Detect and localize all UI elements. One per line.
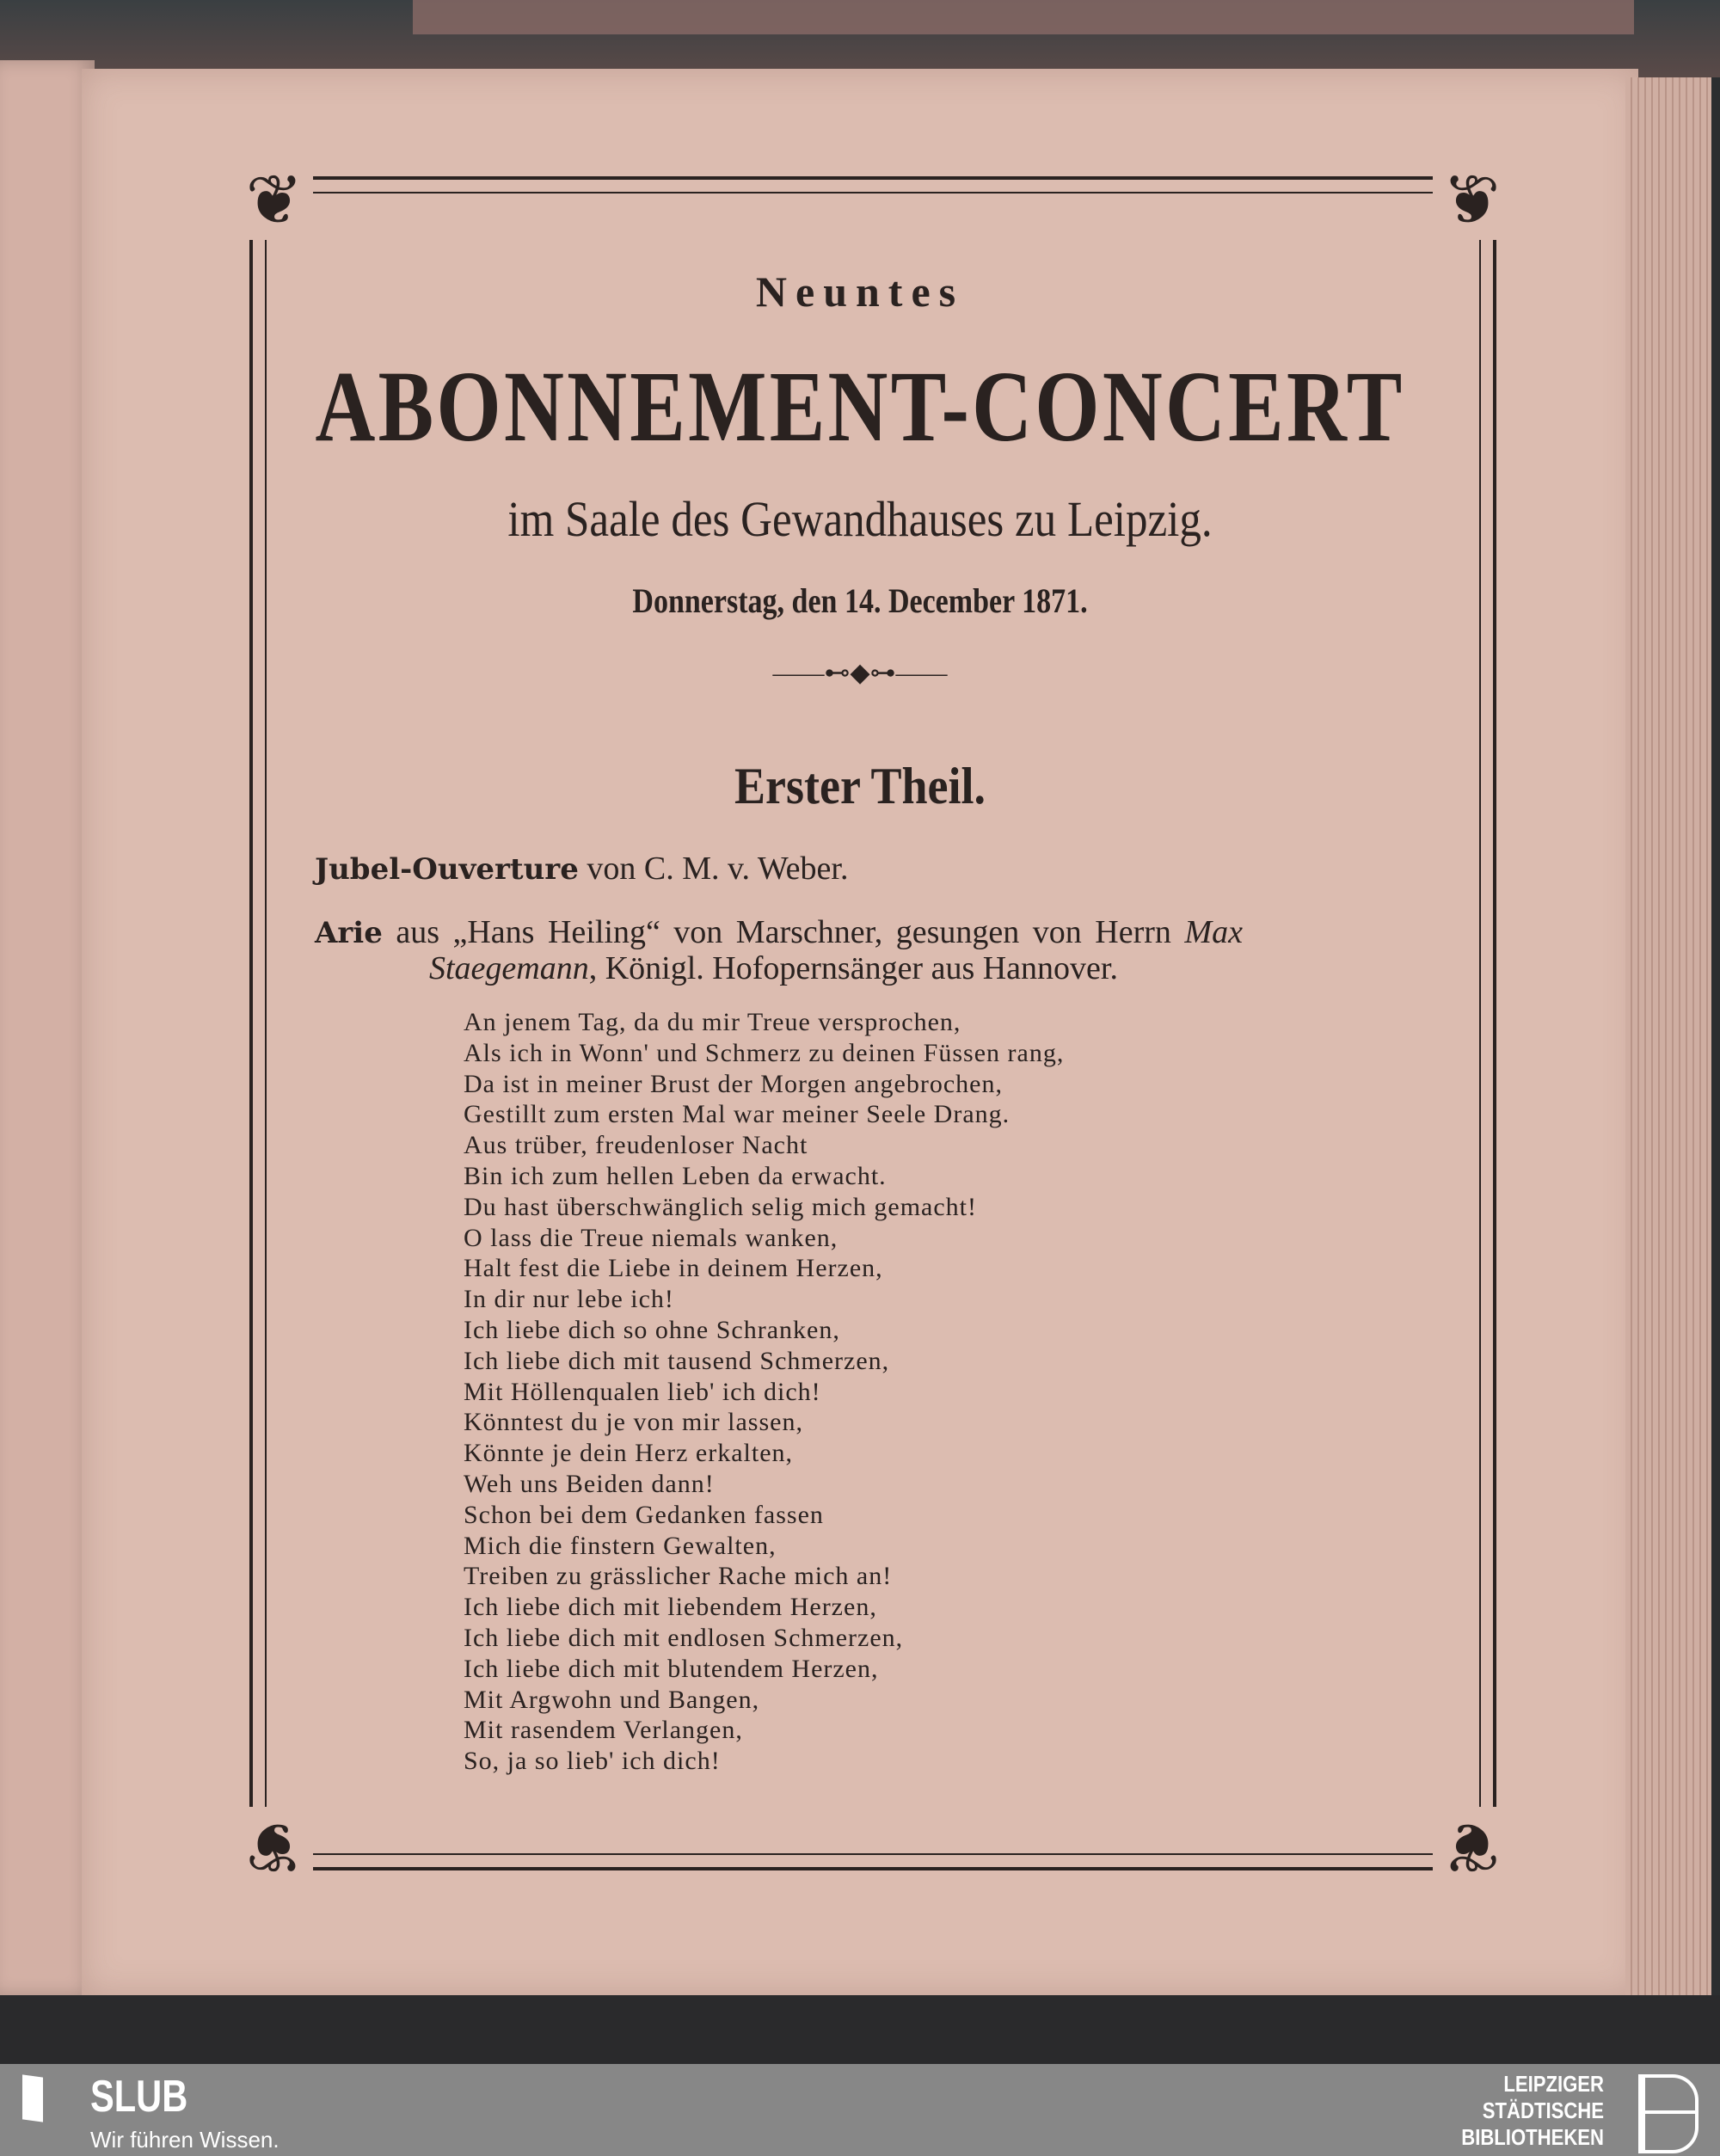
venue: im Saale des Gewandhauses zu Leipzig. [507, 491, 1213, 547]
divider-ornament: ——⊷◆⊶—— [772, 659, 948, 687]
piece-composer: von C. M. v. Weber. [578, 851, 849, 887]
corner-ornament-icon: ❦ [236, 1807, 313, 1884]
program-item [315, 850, 848, 888]
piece-title: Arie [315, 916, 383, 950]
book-bottom [0, 1995, 1720, 2064]
section-heading: Erster Theil. [734, 758, 986, 814]
corner-ornament-icon: ❦ [1433, 163, 1510, 240]
singer-name: Max [1184, 914, 1243, 950]
lyric-line: Da ist in meiner Brust der Morgen angebrochen, [464, 1069, 1003, 1098]
book-top-edge [0, 0, 1720, 77]
library-name-line: STÄDTISCHE [1482, 2098, 1604, 2123]
concert-number: Neuntes [755, 267, 965, 316]
lyric-line: Ich liebe dich mit blutendem Herzen, [464, 1654, 879, 1683]
singer-surname: Staegemann [429, 950, 589, 986]
slub-slogan: Wir führen Wissen. [90, 2127, 280, 2153]
corner-ornament-icon: ❦ [1433, 1807, 1510, 1884]
slub-logo-icon [22, 2074, 43, 2122]
lyric-line: Weh uns Beiden dann! [464, 1470, 715, 1498]
lyric-line: In dir nur lebe ich! [464, 1285, 674, 1314]
lyric-line: Ich liebe dich mit tausend Schmerzen, [464, 1346, 890, 1375]
lyric-line: Halt fest die Liebe in deinem Herzen, [464, 1254, 883, 1283]
lyric-line: Bin ich zum hellen Leben da erwacht. [464, 1162, 887, 1190]
library-name-line: LEIPZIGER [1503, 2071, 1604, 2097]
program-item [315, 913, 1243, 951]
lyric-line: O lass die Treue niemals wanken, [464, 1223, 838, 1252]
lyric-line: Mit Höllenqualen lieb' ich dich! [464, 1377, 821, 1406]
program-item-continued [429, 949, 1118, 987]
lyric-line: Gestillt zum ersten Mal war meiner Seele Drang. [464, 1100, 1010, 1129]
concert-date: Donnerstag, den 14. December 1871. [632, 581, 1088, 620]
left-page [0, 60, 95, 1995]
lyric-line: Mit rasendem Verlangen, [464, 1716, 743, 1745]
lyric-line: Du hast überschwänglich selig mich gemacht! [464, 1192, 978, 1221]
lyric-line: An jenem Tag, da du mir Treue versprochen, [464, 1008, 961, 1036]
lyric-line: Aus trüber, freudenloser Nacht [464, 1131, 808, 1160]
lyric-line: Schon bei dem Gedanken fassen [464, 1500, 824, 1529]
corner-ornament-icon: ❦ [236, 163, 313, 240]
footer-bar [0, 2064, 1720, 2156]
lyric-line: So, ja so lieb' ich dich! [464, 1747, 721, 1776]
library-name-line: BIBLIOTHEKEN [1461, 2124, 1604, 2150]
lyric-line: Als ich in Wonn' und Schmerz zu deinen Füssen rang, [464, 1038, 1065, 1067]
lyric-line: Ich liebe dich mit endlosen Schmerzen, [464, 1624, 904, 1652]
page-title: ABONNEMENT-CONCERT [315, 350, 1405, 463]
piece-title: Jubel-Ouverture [315, 852, 579, 887]
slub-logo[interactable]: SLUB [90, 2072, 188, 2122]
page-edges [1625, 77, 1711, 1995]
lyric-line: Mit Argwohn und Bangen, [464, 1685, 760, 1714]
lyric-line: Könnte je dein Herz erkalten, [464, 1439, 794, 1468]
lyric-line: Treiben zu grässlicher Rache mich an! [464, 1562, 893, 1591]
piece-details: aus „Hans Heiling“ von Marschner, gesungen von Herrn [382, 914, 1185, 950]
lyric-line: Ich liebe dich mit liebendem Herzen, [464, 1593, 877, 1622]
lyric-line: Mich die finstern Gewalten, [464, 1531, 777, 1560]
library-logo[interactable] [1461, 2071, 1604, 2151]
lyric-line: Ich liebe dich so ohne Schranken, [464, 1316, 840, 1344]
lyric-line: Könntest du je von mir lassen, [464, 1408, 803, 1437]
library-b-logo-icon [1638, 2074, 1698, 2153]
singer-title: , Königl. Hofopernsänger aus Hannover. [588, 950, 1118, 986]
